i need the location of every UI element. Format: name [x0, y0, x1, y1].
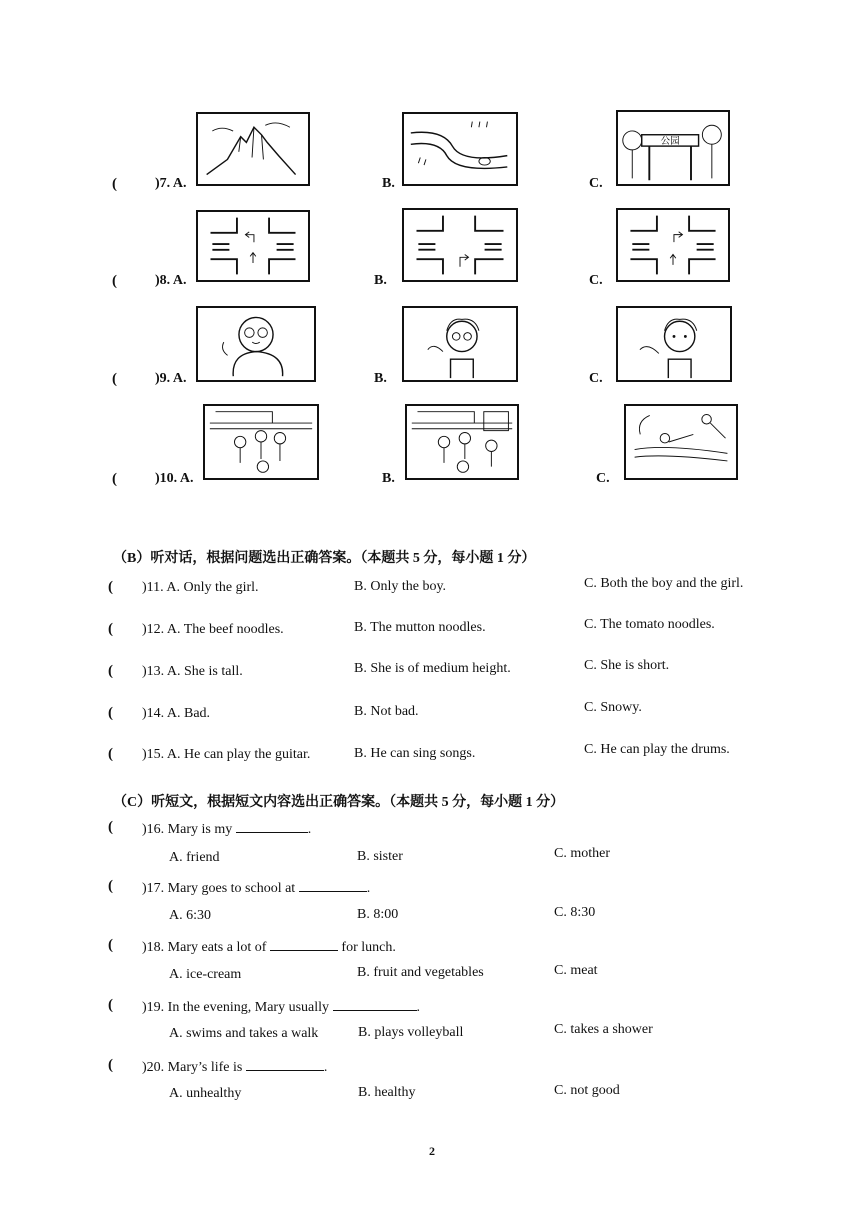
q16-stem-after: .: [307, 822, 312, 837]
answer-paren-8: (: [112, 273, 117, 289]
q12-option-b: B. The mutton noodles.: [354, 620, 486, 635]
crossroads-turn-left-picture: [196, 210, 310, 282]
answer-paren-10: (: [112, 471, 117, 487]
q15-option-b: B. He can sing songs.: [354, 746, 476, 761]
q19-stem: [142, 998, 420, 1016]
q15-option-c: C. He can play the drums.: [584, 742, 730, 757]
q20-stem-before: )20. Mary’s life is: [142, 1060, 243, 1075]
q19-blank: [333, 998, 417, 1011]
q13-option-c: C. She is short.: [584, 658, 670, 673]
answer-paren-20: (: [108, 1057, 113, 1073]
q18-stem: [142, 938, 396, 956]
q12-option-a: )12. A. The beef noodles.: [142, 622, 284, 637]
man-glasses-picture: [402, 306, 518, 382]
q11-option-a: )11. A. Only the girl.: [142, 580, 259, 595]
q20-stem: [142, 1058, 327, 1076]
answer-paren-17: (: [108, 878, 113, 894]
q8-b-label: B.: [374, 273, 387, 288]
q20-option-c: C. not good: [554, 1083, 620, 1098]
q12-option-c: C. The tomato noodles.: [584, 617, 715, 632]
q14-option-b: B. Not bad.: [354, 704, 419, 719]
q18-option-b: B. fruit and vegetables: [357, 965, 484, 980]
q13-option-b: B. She is of medium height.: [354, 661, 511, 676]
answer-paren-13: (: [108, 663, 113, 679]
park-picture: [616, 110, 730, 186]
q18-option-a: A. ice-cream: [169, 967, 242, 982]
children-swimming-picture: [624, 404, 738, 480]
answer-paren-9: (: [112, 371, 117, 387]
q14-option-a: )14. A. Bad.: [142, 706, 211, 721]
river-picture: [402, 112, 518, 186]
q17-blank: [299, 879, 367, 892]
q10-b-label: B.: [382, 471, 395, 486]
q11-option-b: B. Only the boy.: [354, 579, 447, 594]
q9-b-label: B.: [374, 371, 387, 386]
q16-option-b: B. sister: [357, 849, 403, 864]
answer-paren-12: (: [108, 621, 113, 637]
answer-paren-18: (: [108, 937, 113, 953]
q17-option-a: A. 6:30: [169, 908, 211, 923]
q17-option-b: B. 8:00: [357, 907, 399, 922]
q7-b-label: B.: [382, 176, 395, 191]
answer-paren-14: (: [108, 705, 113, 721]
q16-option-c: C. mother: [554, 846, 610, 861]
q9-label: )9. A.: [155, 371, 187, 386]
answer-paren-11: (: [108, 579, 113, 595]
q20-option-a: A. unhealthy: [169, 1086, 242, 1101]
answer-paren-15: (: [108, 746, 113, 762]
q18-stem-before: )18. Mary eats a lot of: [142, 940, 267, 955]
q16-blank: [236, 820, 308, 833]
park-sign-text: 公园: [660, 136, 680, 148]
q10-label: )10. A.: [155, 471, 194, 486]
q18-stem-after: for lunch.: [341, 940, 396, 955]
q11-option-c: C. Both the boy and the girl.: [584, 576, 744, 591]
answer-paren-7: (: [112, 176, 117, 192]
q19-option-a: A. swims and takes a walk: [169, 1026, 319, 1041]
q10-c-label: C.: [596, 471, 610, 486]
q19-stem-after: .: [416, 1000, 421, 1015]
mountain-picture: [196, 112, 310, 186]
section-b-title: （B）听对话，根据问题选出正确答案。（本题共 5 分，每小题 1 分）: [113, 551, 536, 566]
q17-stem-after: .: [366, 881, 371, 896]
q14-option-c: C. Snowy.: [584, 700, 642, 715]
q13-option-a: )13. A. She is tall.: [142, 664, 243, 679]
crossroads-turn-right-picture: [402, 208, 518, 282]
children-soccer-goal-picture: [405, 404, 519, 480]
q9-c-label: C.: [589, 371, 603, 386]
q19-stem-before: )19. In the evening, Mary usually: [142, 1000, 330, 1015]
q20-stem-after: .: [323, 1060, 328, 1075]
crossroads-right-straight-picture: [616, 208, 730, 282]
section-c-title: （C）听短文，根据短文内容选出正确答案。（本题共 5 分，每小题 1 分）: [113, 795, 565, 810]
heavy-man-glasses-picture: [196, 306, 316, 382]
answer-paren-16: (: [108, 819, 113, 835]
q19-option-b: B. plays volleyball: [358, 1025, 464, 1040]
answer-paren-19: (: [108, 997, 113, 1013]
q16-stem-before: )16. Mary is my: [142, 822, 233, 837]
q16-option-a: A. friend: [169, 850, 220, 865]
q17-option-c: C. 8:30: [554, 905, 596, 920]
q8-label: )8. A.: [155, 273, 187, 288]
q17-stem-before: )17. Mary goes to school at: [142, 881, 296, 896]
q7-c-label: C.: [589, 176, 603, 191]
q16-stem: [142, 820, 311, 838]
q8-c-label: C.: [589, 273, 603, 288]
q18-option-c: C. meat: [554, 963, 598, 978]
q18-blank: [270, 938, 338, 951]
q17-stem: [142, 879, 370, 897]
q15-option-a: )15. A. He can play the guitar.: [142, 747, 311, 762]
q7-label: )7. A.: [155, 176, 187, 191]
q20-option-b: B. healthy: [358, 1085, 416, 1100]
q20-blank: [246, 1058, 324, 1071]
man-short-hair-picture: [616, 306, 732, 382]
q19-option-c: C. takes a shower: [554, 1022, 653, 1037]
page-number: 2: [429, 1144, 435, 1158]
children-soccer-picture: [203, 404, 319, 480]
